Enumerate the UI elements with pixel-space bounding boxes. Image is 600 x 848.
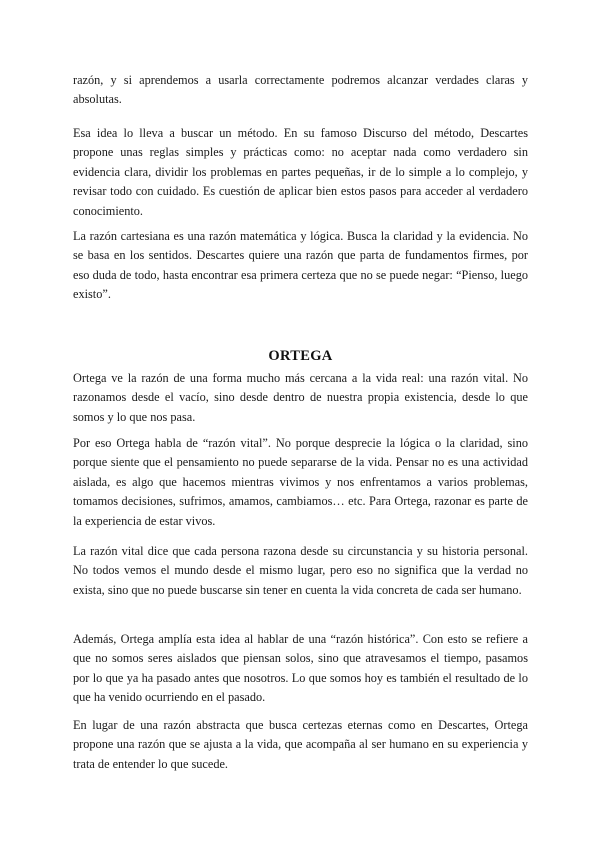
paragraph-cartesian-reason: La razón cartesiana es una razón matemática y lógica. Busca la claridad y la evidencia. No se basa en los sentidos. Descartes quiere una razón que parta de fundamentos firmes, por eso duda de todo, hasta encontrar esa primera certeza que no se puede negar: “Pienso, luego existo”. — [73, 229, 528, 302]
paragraph-ortega-thought-life: Por eso Ortega habla de “razón vital”. No porque desprecie la lógica o la claridad, sino porque siente que el pensamiento no puede separarse de la vida. Pensar no es una actividad aislada, es algo que hacemos mientras vivimos y nos enfrentamos a varios problemas, tomamos decisiones, sufrimos, amamos, cambiamos… etc. Para Ortega, razonar es parte de la experiencia de estar vivos. — [73, 436, 528, 528]
paragraph-circumstance: La razón vital dice que cada persona razona desde su circunstancia y su historia personal. No todos vemos el mundo desde el mismo lugar, pero eso no significa que la verdad no exista, sino que no puede buscarse sin tener en cuenta la vida concreta de cada ser humano. — [73, 544, 528, 597]
paragraph-ortega-vital-reason: Ortega ve la razón de una forma mucho más cercana a la vida real: una razón vital. No razonamos desde el vacío, sino desde dentro de nuestra propia existencia, desde lo que somos y lo que nos pasa. — [73, 371, 528, 424]
paragraph-descartes-method: Esa idea lo lleva a buscar un método. En su famoso Discurso del método, Descartes propone unas reglas simples y prácticas como: no aceptar nada como verdadero sin evidencia clara, dividir los problemas en partes pequeñas, ir de lo simple a lo complejo, y revisar todo con cuidado. Es cuestión de aplicar bien estos pasos para acceder al verdadero conocimiento. — [73, 126, 528, 218]
paragraph-descartes-reason-end: razón, y si aprendemos a usarla correctamente podremos alcanzar verdades claras y absolutas. — [73, 73, 528, 107]
paragraph-historical-reason: Además, Ortega amplía esta idea al hablar de una “razón histórica”. Con esto se refiere a que no somos seres aislados que piensan solos, sino que atravesamos el tiempo, pasamos por lo que ya ha pasado antes que nosotros. Lo que somos hoy es también el resultado de lo que ha venido ocurriendo en el pasado. — [73, 632, 528, 705]
section-title-ortega: ORTEGA — [268, 348, 333, 364]
paragraph-conclusion: En lugar de una razón abstracta que busca certezas eternas como en Descartes, Ortega propone una razón que se ajusta a la vida, que acompaña al ser humano en su experiencia y trata de entender lo que sucede. — [73, 718, 528, 771]
